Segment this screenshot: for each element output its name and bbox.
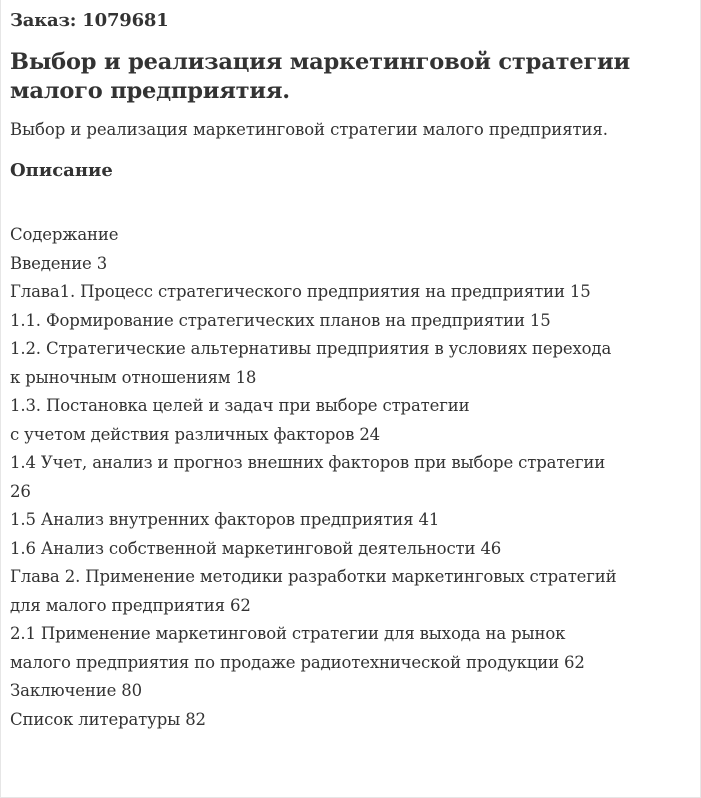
toc-line: Глава1. Процесс стратегического предприятия на предприятии 15: [10, 282, 591, 301]
toc-line: 1.2. Стратегические альтернативы предприятия в условиях перехода: [10, 339, 612, 358]
page-subtitle: Выбор и реализация маркетинговой стратегии малого предприятия.: [10, 120, 608, 139]
toc-line: Заключение 80: [10, 681, 142, 700]
toc-line: к рыночным отношениям 18: [10, 367, 257, 387]
toc-line: 1.4 Учет, анализ и прогноз внешних факторов при выборе стратегии: [10, 453, 606, 472]
toc-line: 1.3. Постановка целей и задач при выборе стратегии: [10, 396, 470, 415]
order-number: Заказ: 1079681: [10, 10, 169, 31]
toc-line: Глава 2. Применение методики разработки маркетинговых стратегий: [10, 567, 617, 586]
toc-line: 26: [10, 481, 31, 501]
toc-line: Содержание: [10, 225, 119, 244]
table-of-contents: [10, 221, 698, 734]
toc-line: для малого предприятия 62: [10, 595, 251, 615]
toc-line: 1.5 Анализ внутренних факторов предприятия 41: [10, 510, 440, 529]
toc-line: Введение 3: [10, 253, 108, 273]
toc-line: 1.6 Анализ собственной маркетинговой деятельности 46: [10, 538, 502, 558]
description-heading: Описание: [10, 160, 113, 181]
toc-line: малого предприятия по продаже радиотехнической продукции 62: [10, 652, 585, 672]
toc-line: с учетом действия различных факторов 24: [10, 424, 381, 444]
toc-line: Список литературы 82: [10, 709, 206, 729]
toc-line: 1.1. Формирование стратегических планов на предприятии 15: [10, 310, 551, 330]
page-title: Выбор и реализация маркетинговой стратегии малого предприятия.: [10, 49, 631, 104]
toc-line: 2.1 Применение маркетинговой стратегии для выхода на рынок: [10, 624, 566, 643]
